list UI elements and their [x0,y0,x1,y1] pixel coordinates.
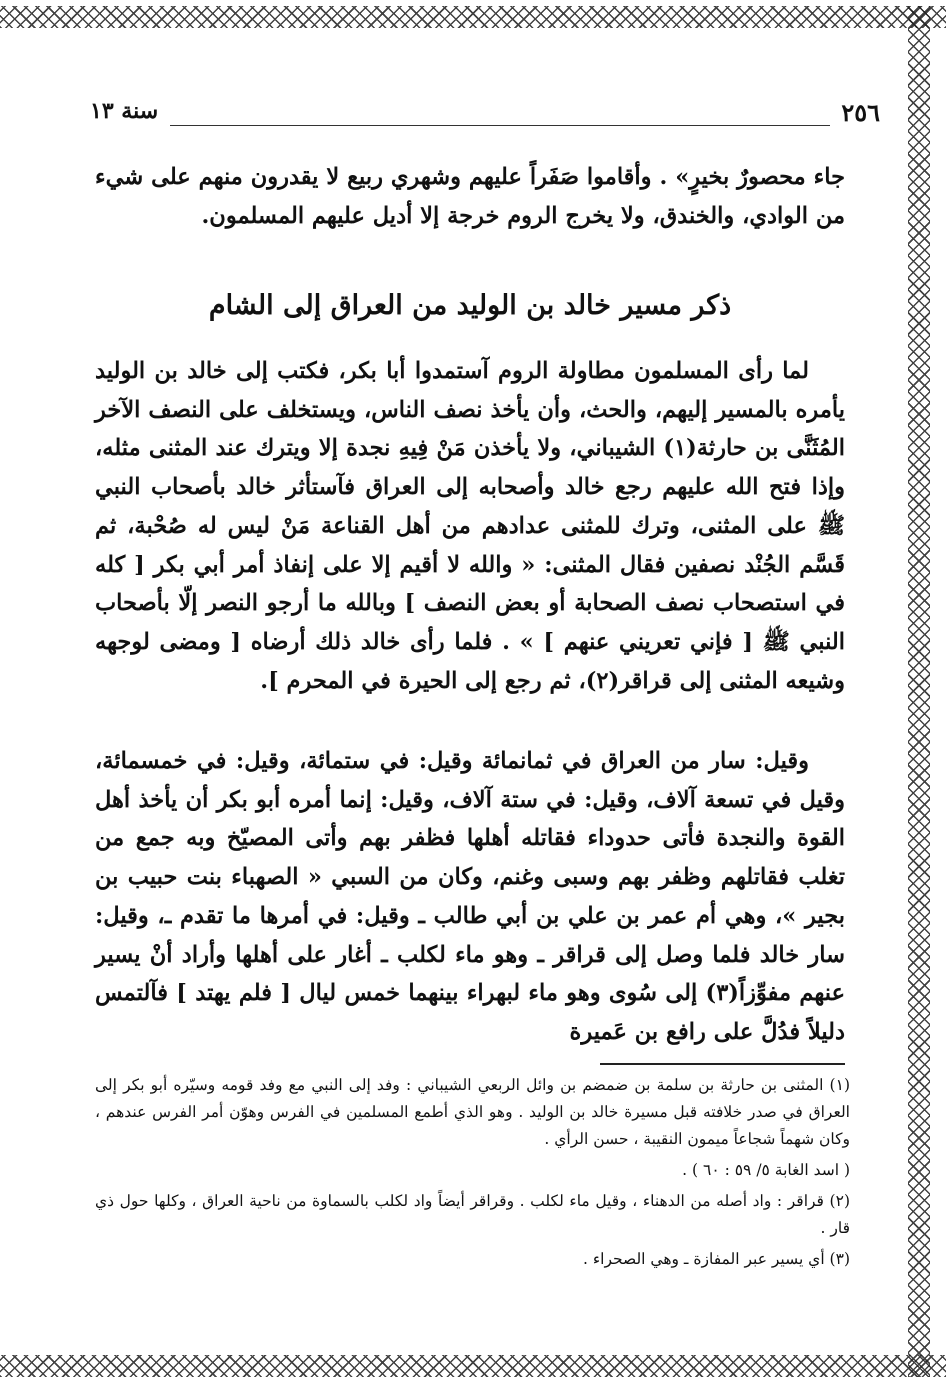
section-title: ذكر مسير خالد بن الوليد من العراق إلى الشام [208,290,732,321]
running-head: سنة ١٣ [90,98,159,124]
body-paragraph-2: وقيل: سار من العراق في ثمانمائة وقيل: في ستمائة، وقيل: في خمسمائة، وقيل في تسعة آلاف، وقيل: في ستة آلاف، وقيل: إنما أمره أبو بكر أن يأخذ أهل القوة والنجدة فأتى حدوداء فقاتله أهلها فظفر بهم وأتى المصيّخ وبه جمع من تغلب فقاتلهم وظفر بهم وسبى وغنم، وكان من السبي « الصهباء بنت حبيب بن بجير »، وهي أم عمر بن علي بن أبي طالب ـ وقيل: في أمرها ما تقدم ـ، وقيل: سار خالد فلما وصل إلى قراقر ـ وهو ماء لكلب ـ أغار على أهلها وأراد أنْ يسير عنهم مفوِّزاً(٣) إلى سُوى وهو ماء لبهراء بينهما خمس ليال [ فلم يهتد ] فآلتمس دليلاً فدُلَّ على رافع بن عَميرة [95,748,845,1045]
decorative-border-top [0,6,946,28]
decorative-border-bottom [0,1355,946,1377]
page-number: ٢٥٦ [841,98,880,127]
footnote-2: (٢) قراقر : واد أصله من الدهناء ، وقيل ماء لكلب . وقراقر أيضاً واد لكلب بالسماوة من ناحية العراق ، وكلها حول ذي قار . [95,1192,850,1237]
body-paragraph-1: لما رأى المسلمون مطاولة الروم آستمدوا أبا بكر، فكتب إلى خالد بن الوليد يأمره بالمسير إليهم، والحث، وأن يأخذ نصف الناس، ويستخلف على النصف الآخر المُثَنَّى بن حارثة(١) الشيباني، ولا يأخذن مَنْ فِيهِ نجدة إلا ويترك عند المثنى مثله، وإذا فتح الله عليهم رجع خالد وأصحابه إلى العراق فآستأثر خالد بأصحاب النبي ﷺ على المثنى، وترك للمثنى عدادهم من أهل القناعة مَنْ ليس له صُحْبة، ثم قَسَّم الجُنْد نصفين فقال المثنى: « والله لا أقيم إلا على إنفاذ أمر أبي بكر [ كله في استصحاب نصف الصحابة أو بعض النصف ] وبالله ما أرجو النصر إلّا بأصحاب النبي ﷺ [ فإني تعريني عنهم ] » . فلما رأى خالد ذلك أرضاه [ ومضى لوجهه وشيعه المثنى إلى قراقر(٢)، ثم رجع إلى الحيرة في المحرم ]. [95,358,846,694]
footnotes [95,1072,850,1273]
decorative-border-right [908,6,930,1377]
intro-paragraph: جاء محصورٌ بخيرٍ» . وأقاموا صَفَراً عليهم وشهري ربيع لا يقدرون منهم على شيء من الوادي، والخندق، ولا يخرج الروم خرجة إلا أديل عليهم المسلمون. [95,164,845,229]
footnote-3: (٣) أي يسير عبر المفازة ـ وهي الصحراء . [583,1250,850,1268]
page-header [90,98,880,134]
footnote-1: (١) المثنى بن حارثة بن سلمة بن ضمضم بن وائل الربعي الشيباني : وفد إلى النبي مع وفد قومه وسيّره أبو بكر إلى العراق في صدر خلافته قبل مسيرة خالد بن الوليد . وهو الذي أطمع المسلمين في الفرس وهوّن أمر الفرس عندهم ، وكان شهماً شجاعاً ميمون النقيبة ، حسن الرأي . [95,1076,850,1148]
footnote-1-source: ( اسد الغابة ٥/ ٥٩ : ٦٠ ) . [682,1161,850,1179]
footnote-rule [600,1063,845,1065]
header-rule [170,125,830,126]
